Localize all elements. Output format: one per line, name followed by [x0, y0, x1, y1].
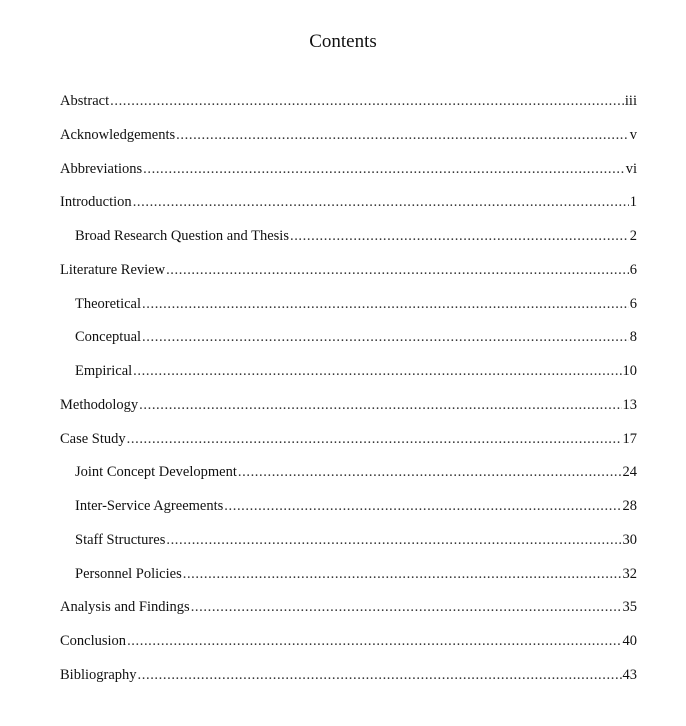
- toc-subentry[interactable]: [60, 226, 637, 260]
- toc-entry-page: 35: [622, 599, 637, 616]
- toc-entry-label: Conclusion: [60, 633, 127, 649]
- table-of-contents: [60, 91, 637, 699]
- toc-entry-page: 17: [622, 430, 637, 447]
- dot-leader: [166, 530, 621, 550]
- toc-entry-label: Case Study: [60, 430, 126, 447]
- toc-entry[interactable]: [60, 395, 637, 429]
- dot-leader: [176, 125, 629, 145]
- toc-entry-label: Theoretical: [75, 295, 142, 312]
- toc-entry-label: Abbreviations: [60, 160, 143, 177]
- dot-leader: [139, 395, 621, 415]
- dot-leader: [142, 294, 629, 314]
- dot-leader: [110, 91, 624, 111]
- dot-leader: [138, 665, 622, 685]
- toc-entry-page: 43: [622, 666, 637, 683]
- toc-subentry[interactable]: [60, 496, 637, 530]
- toc-entry-page: 30: [622, 531, 637, 548]
- toc-subentry[interactable]: [60, 564, 637, 598]
- dot-leader: [183, 564, 622, 584]
- toc-entry-page: 13: [622, 396, 637, 413]
- toc-subentry[interactable]: [60, 462, 637, 496]
- dot-leader: [290, 226, 629, 246]
- toc-entry-label: Abstract: [60, 93, 110, 109]
- toc-entry-page: 32: [622, 565, 637, 582]
- toc-entry-label: Personnel Policies: [75, 565, 182, 582]
- toc-subentry[interactable]: [60, 327, 637, 361]
- toc-entry[interactable]: [60, 597, 637, 631]
- dot-leader: [143, 159, 625, 179]
- toc-entry-label: Acknowledgements: [60, 126, 176, 143]
- toc-entry-page: 6: [629, 261, 637, 278]
- toc-entry-page: v: [629, 126, 637, 143]
- toc-entry[interactable]: [60, 159, 637, 193]
- page-title: Contents: [309, 31, 377, 52]
- dot-leader: [166, 260, 629, 280]
- toc-entry-label: Inter-Service Agreements: [75, 498, 224, 514]
- dot-leader: [127, 429, 622, 449]
- toc-entry-page: 10: [622, 363, 637, 379]
- toc-entry-label: Analysis and Findings: [60, 599, 190, 616]
- dot-leader: [133, 192, 629, 212]
- toc-entry-page: 28: [622, 498, 637, 514]
- toc-entry-page: 2: [629, 228, 637, 244]
- toc-subentry[interactable]: [60, 361, 637, 395]
- toc-entry-label: Staff Structures: [75, 531, 166, 548]
- toc-subentry[interactable]: [60, 294, 637, 328]
- toc-entry[interactable]: [60, 260, 637, 294]
- toc-entry[interactable]: [60, 192, 637, 226]
- toc-entry[interactable]: [60, 125, 637, 159]
- toc-entry[interactable]: [60, 91, 637, 125]
- dot-leader: [238, 462, 622, 482]
- toc-entry-page: 8: [629, 329, 637, 346]
- toc-entry[interactable]: [60, 665, 637, 699]
- toc-entry-label: Introduction: [60, 194, 132, 211]
- dot-leader: [191, 597, 622, 617]
- toc-entry-page: 6: [629, 295, 637, 312]
- toc-entry-page: 1: [629, 194, 637, 211]
- dot-leader: [142, 327, 629, 347]
- toc-entry[interactable]: [60, 631, 637, 665]
- dot-leader: [127, 631, 621, 651]
- toc-subentry[interactable]: [60, 530, 637, 564]
- toc-entry-label: Literature Review: [60, 261, 166, 278]
- toc-entry-label: Broad Research Question and Thesis: [75, 228, 289, 244]
- toc-entry-label: Empirical: [75, 363, 133, 379]
- toc-entry-label: Bibliography: [60, 666, 137, 683]
- dot-leader: [133, 361, 621, 381]
- dot-leader: [224, 496, 621, 516]
- toc-entry-page: vi: [625, 160, 637, 177]
- toc-entry-label: Conceptual: [75, 329, 142, 346]
- toc-entry-page: iii: [624, 93, 637, 109]
- toc-entry[interactable]: [60, 429, 637, 463]
- toc-entry-page: 40: [622, 633, 637, 649]
- toc-entry-label: Methodology: [60, 396, 139, 413]
- toc-entry-label: Joint Concept Development: [75, 464, 237, 481]
- toc-entry-page: 24: [622, 464, 637, 481]
